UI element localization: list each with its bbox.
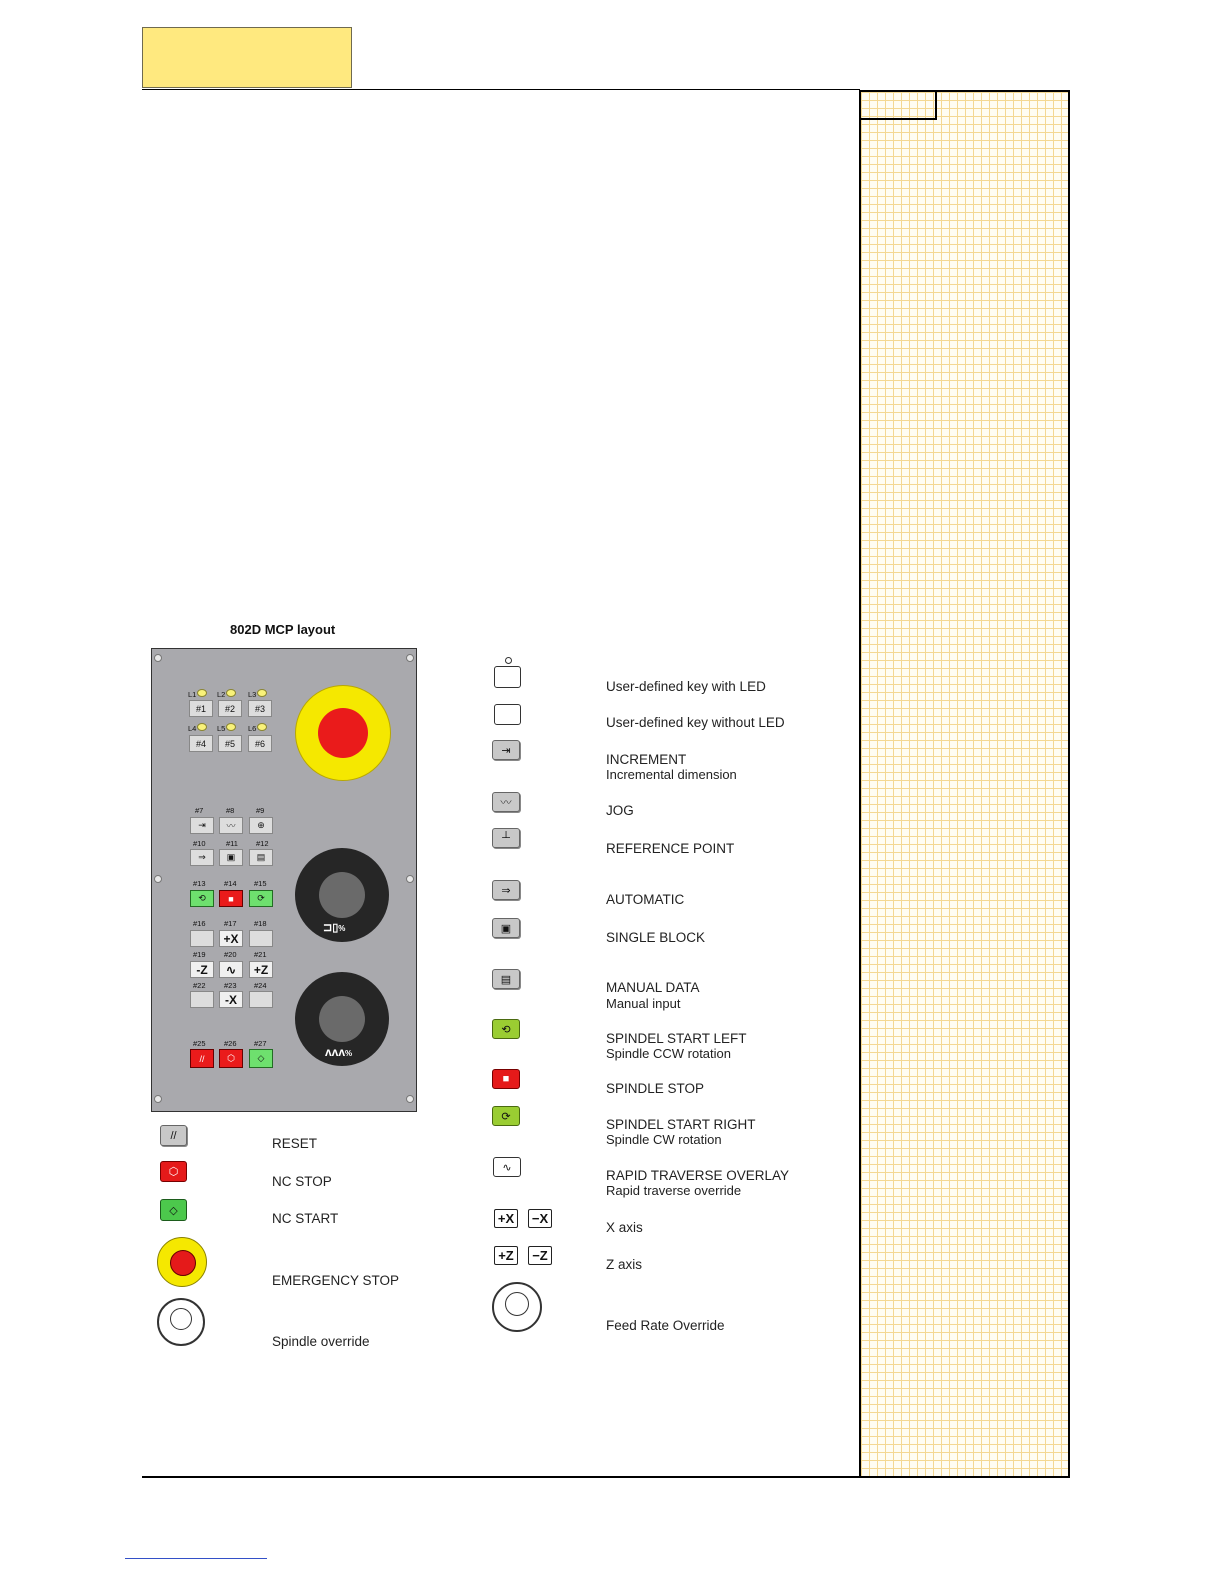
led-dot-icon: [505, 657, 512, 664]
legend-label: User-defined key with LED: [606, 679, 766, 694]
legend-sublabel: Spindle CW rotation: [606, 1132, 722, 1147]
mcp-panel: [151, 648, 417, 1112]
rapid-traverse-key[interactable]: ∿: [219, 961, 243, 978]
feed-rate-override-dial[interactable]: [295, 972, 389, 1066]
x-plus-icon: +X: [494, 1209, 518, 1228]
screw: [154, 1095, 162, 1103]
reference-point-key[interactable]: [249, 817, 273, 834]
key-without-led-icon: [494, 704, 521, 725]
legend-label: INCREMENT: [606, 752, 687, 767]
led-icon: [226, 689, 236, 697]
key-tag: #12: [256, 839, 269, 848]
key-tag: #22: [193, 981, 206, 990]
nc-stop-icon: ⬡: [227, 1053, 235, 1063]
key-tag: #17: [224, 919, 237, 928]
legend-label: SPINDLE STOP: [606, 1081, 705, 1096]
screw: [154, 654, 162, 662]
key-tag: #10: [193, 839, 206, 848]
automatic-icon: ⇒: [492, 880, 520, 900]
x-minus-icon: −X: [528, 1209, 552, 1228]
nc-start-icon: ◇: [257, 1053, 265, 1063]
legend-label: RAPID TRAVERSE OVERLAY: [606, 1168, 790, 1183]
legend-label: Z axis: [606, 1257, 643, 1272]
reference-point-icon: ┴: [492, 828, 520, 848]
legend-label: MANUAL DATA: [606, 980, 700, 995]
x-plus-key[interactable]: +X: [219, 930, 243, 947]
spindle-stop-icon: ■: [228, 893, 234, 904]
spindle-right-key[interactable]: [249, 890, 273, 907]
manual-data-key[interactable]: [249, 849, 273, 866]
screw: [154, 875, 162, 883]
led-tag: L1: [188, 689, 207, 699]
nc-start-icon: ◇: [160, 1199, 187, 1221]
user-key-3[interactable]: #3: [248, 700, 272, 717]
nc-stop-icon: ⬡: [160, 1161, 187, 1182]
key-tag: #7: [195, 806, 204, 815]
legend-label: SPINDEL START RIGHT: [606, 1117, 756, 1132]
spindle-override-dial[interactable]: [295, 848, 389, 942]
screw: [406, 1095, 414, 1103]
legend-label: EMERGENCY STOP: [272, 1273, 400, 1288]
margin-grid: [859, 90, 1070, 1478]
single-block-icon: ▣: [492, 918, 520, 938]
manual-data-icon: ▤: [492, 969, 520, 989]
legend-label: Spindle override: [272, 1334, 370, 1349]
top-rule: [142, 89, 860, 90]
legend-label: RESET: [272, 1136, 318, 1151]
key-tag: #15: [254, 879, 267, 888]
screw: [406, 875, 414, 883]
rapid-traverse-icon: ∿: [493, 1157, 521, 1177]
led-tag: L4: [188, 723, 207, 733]
spindle-ccw-icon: ⟲: [198, 893, 206, 903]
automatic-icon: ⇒: [198, 852, 206, 862]
reset-key[interactable]: [190, 1049, 214, 1068]
automatic-key[interactable]: [190, 849, 214, 866]
key-tag: #16: [193, 919, 206, 928]
key-tag: #11: [226, 839, 238, 848]
z-plus-icon: +Z: [494, 1246, 518, 1265]
figure-title: 802D MCP layout: [230, 622, 336, 637]
screw: [406, 654, 414, 662]
legend-sublabel: Rapid traverse override: [606, 1183, 742, 1198]
jog-key[interactable]: [219, 817, 243, 834]
jog-icon: 〰: [492, 792, 520, 812]
increment-key[interactable]: [190, 817, 214, 834]
led-icon: [226, 723, 236, 731]
spindle-override-icon: [157, 1298, 205, 1346]
axis-key-blank[interactable]: [249, 991, 273, 1008]
axis-key-blank[interactable]: [190, 991, 214, 1008]
z-plus-key[interactable]: +Z: [249, 961, 273, 978]
key-tag: #25: [193, 1039, 206, 1048]
legend-label: NC STOP: [272, 1174, 332, 1189]
footer-link-line[interactable]: [125, 1558, 267, 1559]
led-tag: L6: [248, 723, 267, 733]
user-key-1[interactable]: #1: [189, 700, 213, 717]
key-tag: #24: [254, 981, 267, 990]
reference-point-icon: ⊕: [257, 820, 265, 830]
legend-label: SPINDEL START LEFT: [606, 1031, 747, 1046]
reset-icon: //: [160, 1125, 187, 1146]
increment-icon: ⇥: [198, 820, 206, 830]
spindle-start-right-icon: ⟳: [492, 1106, 520, 1126]
user-key-4[interactable]: #4: [189, 735, 213, 752]
nc-stop-key[interactable]: [219, 1049, 243, 1068]
key-tag: #27: [254, 1039, 267, 1048]
key-with-led-icon: [494, 666, 521, 688]
key-tag: #18: [254, 919, 267, 928]
key-tag: #20: [224, 950, 237, 959]
increment-icon: ⇥: [492, 740, 520, 760]
nc-start-key[interactable]: [249, 1049, 273, 1068]
margin-grid-box: [859, 90, 937, 120]
led-icon: [197, 723, 207, 731]
led-icon: [257, 689, 267, 697]
emergency-stop-icon: [157, 1237, 207, 1287]
axis-key-blank[interactable]: [190, 930, 214, 947]
user-key-5[interactable]: #5: [218, 735, 242, 752]
manual-data-icon: ▤: [256, 852, 266, 862]
led-icon: [257, 723, 267, 731]
z-minus-key[interactable]: -Z: [190, 961, 214, 978]
user-key-6[interactable]: #6: [248, 735, 272, 752]
axis-key-blank[interactable]: [249, 930, 273, 947]
led-tag: L5: [217, 723, 236, 733]
led-icon: [197, 689, 207, 697]
bottom-rule: [142, 1476, 860, 1478]
jog-icon: 〰: [226, 821, 236, 831]
feed-icon: ʌʌʌ%: [325, 1045, 353, 1059]
single-block-icon: ▣: [226, 852, 236, 862]
key-tag: #13: [193, 879, 206, 888]
key-tag: #14: [224, 879, 237, 888]
spindle-start-left-icon: ⟲: [492, 1019, 520, 1039]
key-tag: #8: [226, 806, 235, 815]
legend-sublabel: Spindle CCW rotation: [606, 1046, 731, 1061]
legend-label: NC START: [272, 1211, 339, 1226]
key-tag: #19: [193, 950, 206, 959]
feed-rate-override-icon: [492, 1282, 542, 1332]
legend-label: User-defined key without LED: [606, 715, 785, 730]
legend-label: JOG: [606, 803, 634, 818]
user-key-2[interactable]: #2: [218, 700, 242, 717]
legend-label: X axis: [606, 1220, 643, 1235]
x-minus-key[interactable]: -X: [219, 991, 243, 1008]
spindle-stop-icon: ■: [492, 1069, 520, 1089]
legend-label: AUTOMATIC: [606, 892, 685, 907]
header-tab: [142, 27, 352, 88]
emergency-stop-button[interactable]: [295, 685, 391, 781]
legend-label: SINGLE BLOCK: [606, 930, 706, 945]
spindle-stop-key[interactable]: [219, 890, 243, 907]
legend-label: REFERENCE POINT: [606, 841, 735, 856]
spindle-icon: ⊐▯%: [323, 922, 346, 934]
spindle-cw-icon: ⟳: [257, 893, 265, 903]
key-tag: #9: [256, 806, 265, 815]
legend-label: Feed Rate Override: [606, 1318, 725, 1333]
led-tag: L2: [217, 689, 236, 699]
key-tag: #26: [224, 1039, 237, 1048]
z-minus-icon: −Z: [528, 1246, 552, 1265]
spindle-left-key[interactable]: [190, 890, 214, 907]
key-tag: #21: [254, 950, 267, 959]
key-tag: #23: [224, 981, 237, 990]
single-block-key[interactable]: [219, 849, 243, 866]
legend-sublabel: Manual input: [606, 996, 681, 1011]
legend-sublabel: Incremental dimension: [606, 767, 737, 782]
led-tag: L3: [248, 689, 267, 699]
reset-icon: //: [199, 1053, 205, 1064]
